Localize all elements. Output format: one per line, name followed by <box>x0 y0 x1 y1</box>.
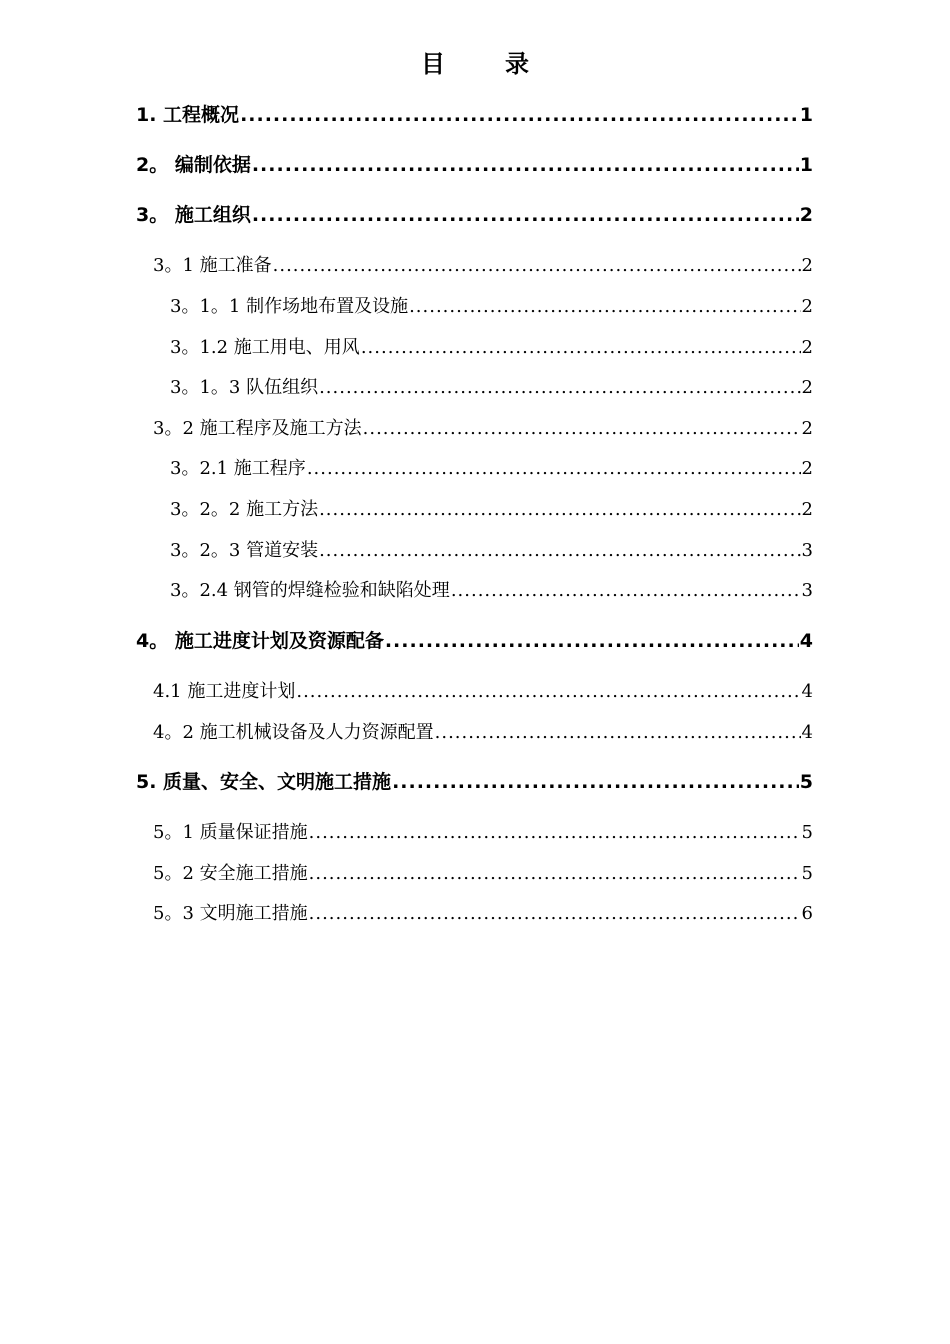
toc-entry[interactable] <box>153 859 813 885</box>
toc-page-number: 2 <box>799 204 813 226</box>
toc-entry-label: 4。 施工进度计划及资源配备 <box>136 630 384 652</box>
toc-page-number: 4 <box>799 630 813 652</box>
toc-entry-label: 3。1.2 施工用电、用风 <box>170 337 360 358</box>
toc-entry-label: 3。2.1 施工程序 <box>170 458 306 479</box>
toc-entry-label: 3。 施工组织 <box>136 204 251 226</box>
toc-entry-label: 4.1 施工进度计划 <box>153 681 296 702</box>
toc-entry[interactable] <box>170 333 813 359</box>
toc-page-number: 2 <box>801 499 813 520</box>
toc-leader-dots <box>385 630 799 652</box>
toc-entry-label: 2。 编制依据 <box>136 154 251 176</box>
toc-leader-dots <box>309 903 801 924</box>
toc-entry[interactable] <box>153 718 813 744</box>
toc-leader-dots <box>307 458 801 479</box>
toc-page-number: 2 <box>801 377 813 398</box>
toc-page-number: 4 <box>801 722 813 743</box>
toc-leader-dots <box>435 722 801 743</box>
toc-leader-dots <box>319 499 800 520</box>
toc-entry-label: 3。2.4 钢管的焊缝检验和缺陷处理 <box>170 580 450 601</box>
toc-page-number: 2 <box>801 418 813 439</box>
toc-leader-dots <box>240 104 799 126</box>
toc-leader-dots <box>409 296 800 317</box>
toc-page-number: 6 <box>801 903 813 924</box>
toc-entry-label: 3。1。3 队伍组织 <box>170 377 319 398</box>
toc-entry-label: 3。2。3 管道安装 <box>170 540 319 561</box>
toc-entry[interactable] <box>170 576 813 602</box>
toc-page-number: 2 <box>801 337 813 358</box>
toc-entry[interactable] <box>153 677 813 703</box>
toc-page-number: 3 <box>801 540 813 561</box>
toc-page-number: 2 <box>801 255 813 276</box>
toc-entry-label: 5。1 质量保证措施 <box>153 822 308 843</box>
toc-entry[interactable] <box>170 495 813 521</box>
toc-entry-label: 5。3 文明施工措施 <box>153 903 308 924</box>
toc-leader-dots <box>451 580 801 601</box>
toc-entry-label: 5. 质量、安全、文明施工措施 <box>136 771 392 793</box>
toc-leader-dots <box>392 771 799 793</box>
toc-entry[interactable] <box>136 100 813 127</box>
toc-page-number: 3 <box>801 580 813 601</box>
toc-page-number: 1 <box>799 154 813 176</box>
toc-leader-dots <box>309 863 801 884</box>
toc-leader-dots <box>296 681 800 702</box>
toc-page-number: 5 <box>801 822 813 843</box>
toc-leader-dots <box>309 822 801 843</box>
toc-entry-label: 3。1。1 制作场地布置及设施 <box>170 296 409 317</box>
toc-entry[interactable] <box>153 251 813 277</box>
toc-leader-dots <box>252 204 799 226</box>
toc-entry[interactable] <box>153 899 813 925</box>
toc-entry-label: 5。2 安全施工措施 <box>153 863 308 884</box>
toc-page-number: 5 <box>801 863 813 884</box>
toc-page-number: 5 <box>799 771 813 793</box>
toc-leader-dots <box>273 255 801 276</box>
toc-entry-label: 3。1 施工准备 <box>153 255 272 276</box>
toc-leader-dots <box>319 377 800 398</box>
toc-entry[interactable] <box>136 200 813 227</box>
toc-entry[interactable] <box>153 818 813 844</box>
toc-leader-dots <box>319 540 800 561</box>
toc-leader-dots <box>363 418 801 439</box>
toc-entry[interactable] <box>170 536 813 562</box>
toc-entry[interactable] <box>170 454 813 480</box>
toc-entry-label: 3。2。2 施工方法 <box>170 499 319 520</box>
toc-leader-dots <box>361 337 801 358</box>
toc-entry[interactable] <box>170 292 813 318</box>
toc-entry[interactable] <box>170 373 813 399</box>
toc-page-number: 2 <box>801 296 813 317</box>
toc-page-number: 4 <box>801 681 813 702</box>
toc-page-number: 1 <box>799 104 813 126</box>
toc-entry-label: 4。2 施工机械设备及人力资源配置 <box>153 722 434 743</box>
page-title: 目 录 <box>421 50 547 78</box>
toc-entry[interactable] <box>136 150 813 177</box>
toc-page-number: 2 <box>801 458 813 479</box>
toc-leader-dots <box>252 154 799 176</box>
toc-entry[interactable] <box>136 767 813 794</box>
toc-entry[interactable] <box>153 414 813 440</box>
toc-entry-label: 1. 工程概况 <box>136 104 240 126</box>
toc-entry-label: 3。2 施工程序及施工方法 <box>153 418 362 439</box>
toc-entry[interactable] <box>136 626 813 653</box>
